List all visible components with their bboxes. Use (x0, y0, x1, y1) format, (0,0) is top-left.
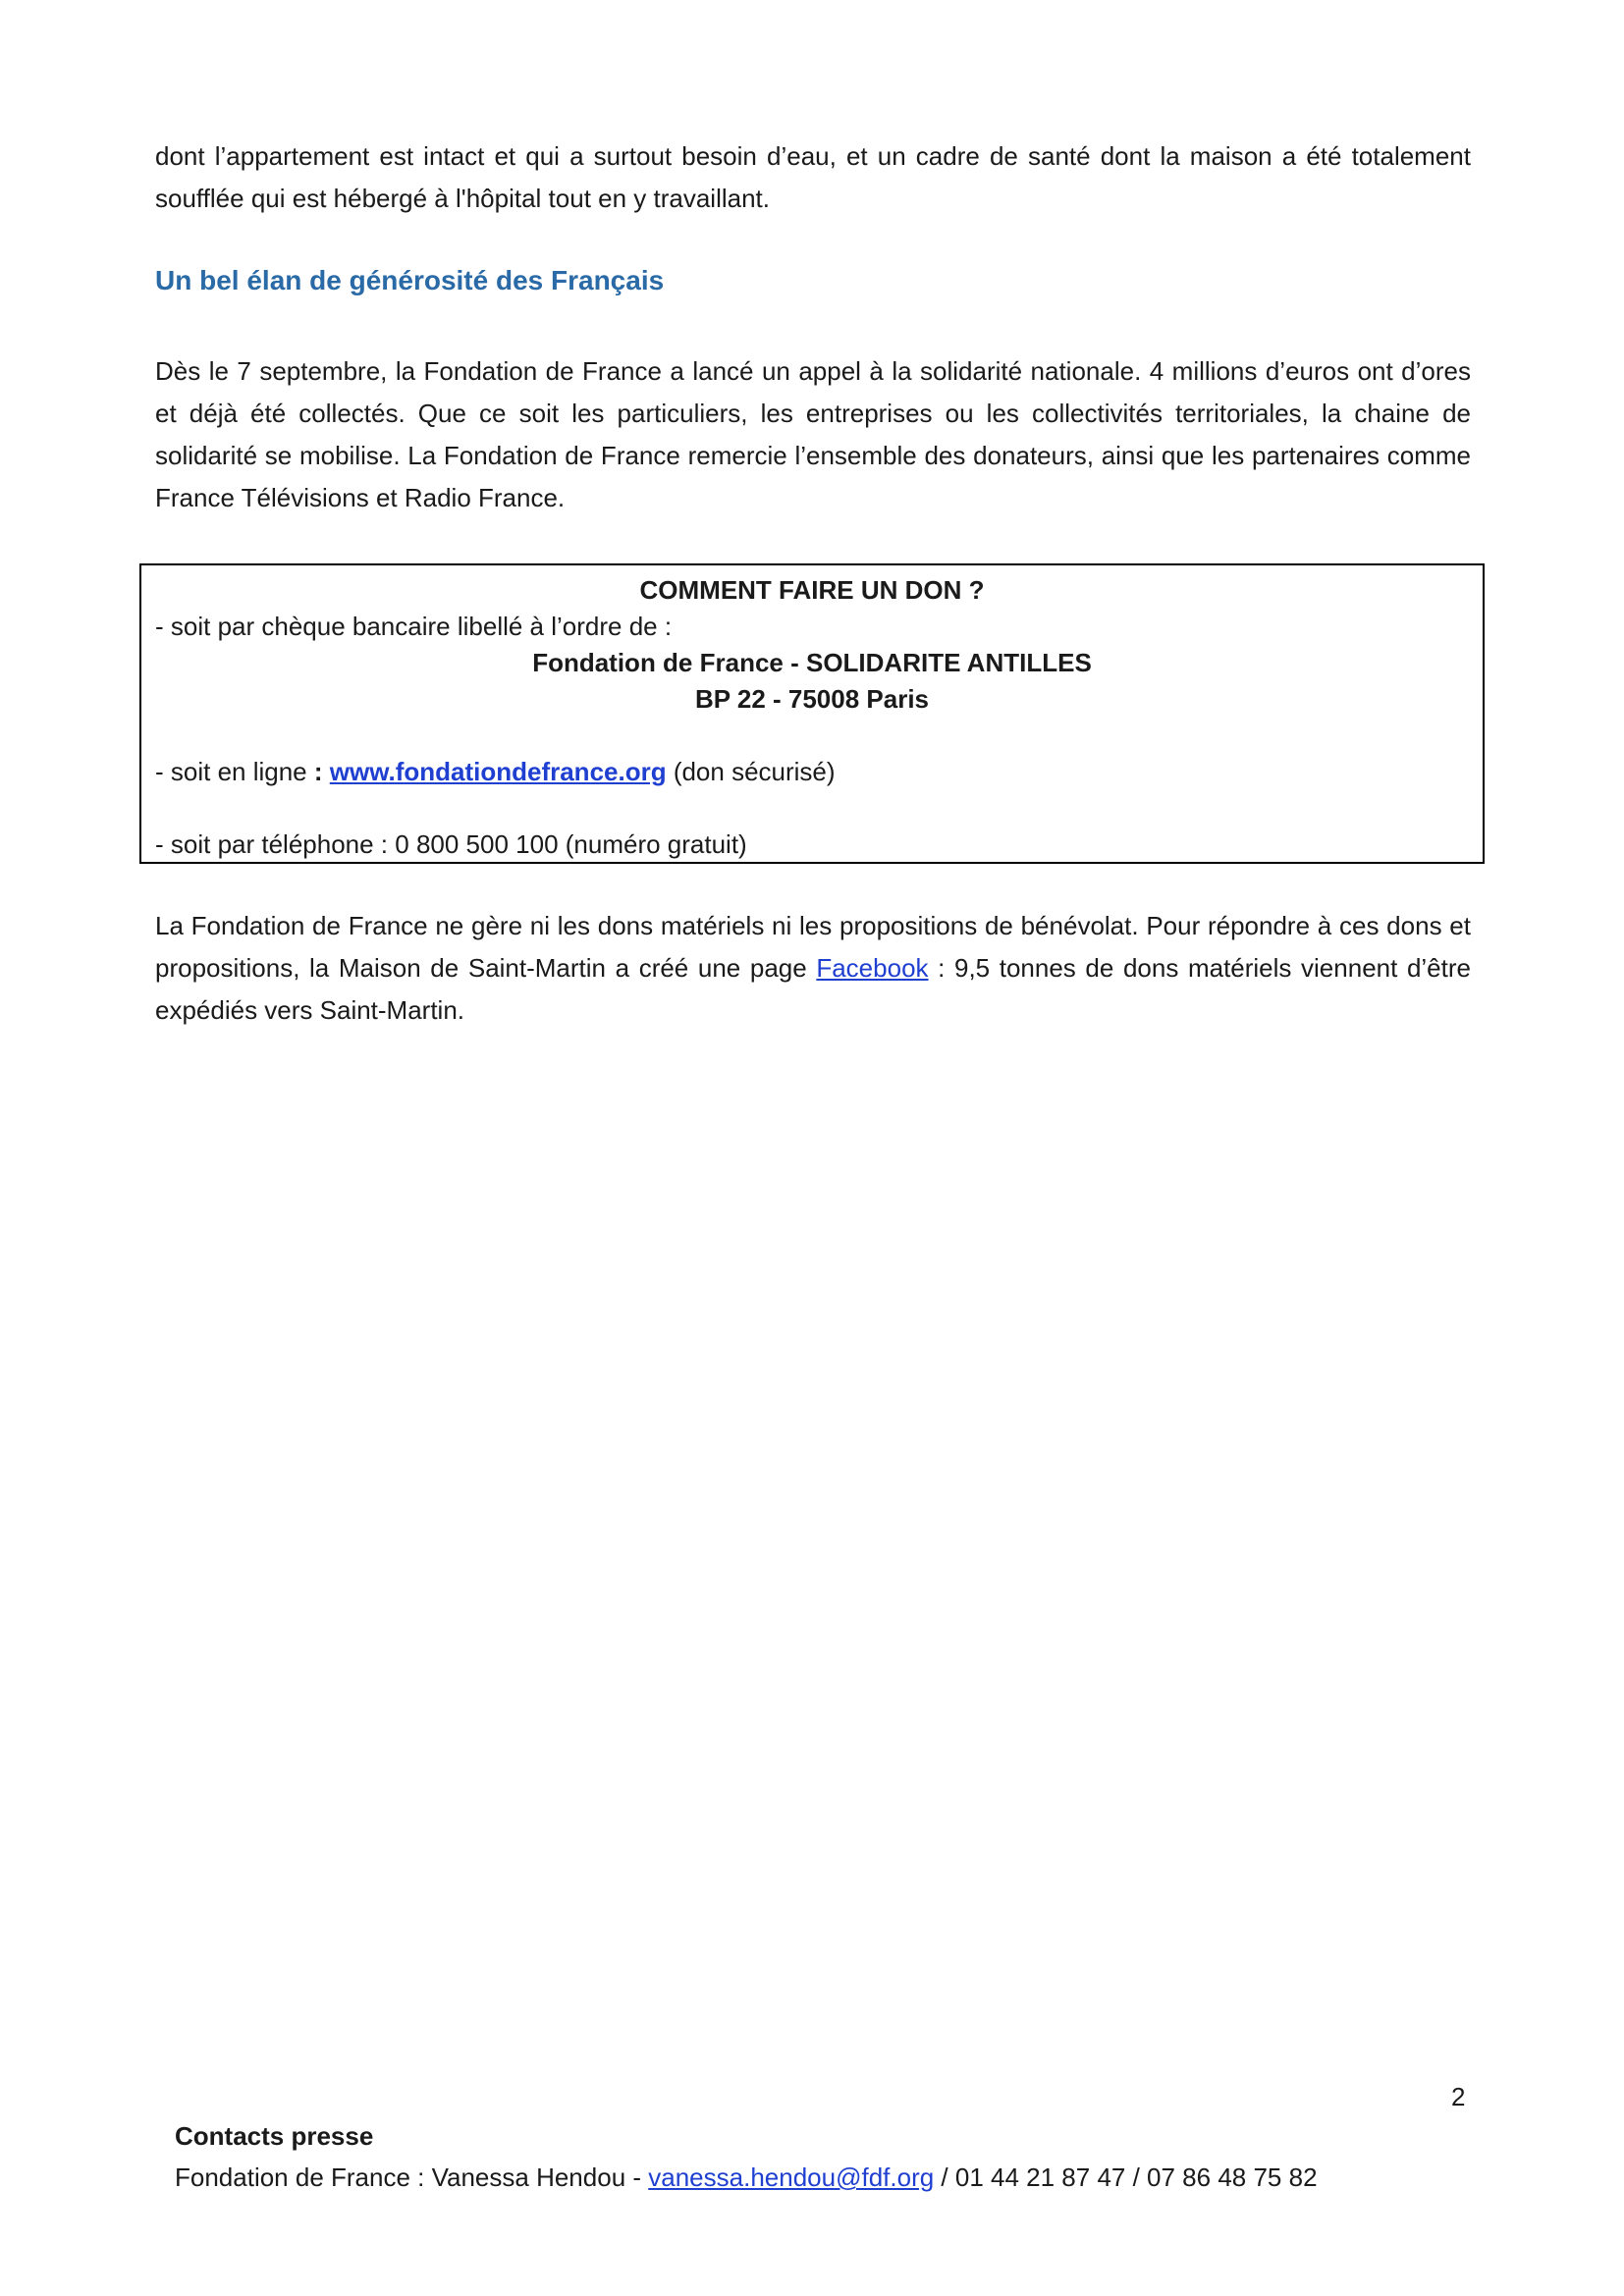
closing-text-before-link: La Fondation de France ne gère ni les dons matériels ni les propositions de bénévolat. Pour répondre à ces dons et propositions, la Maison de Saint-Martin a créé une page (155, 911, 1471, 983)
donation-website-link[interactable]: www.fondationdefrance.org (329, 757, 667, 786)
contact-phones: / 01 44 21 87 47 / 07 86 48 75 82 (934, 2163, 1318, 2192)
facebook-link[interactable]: Facebook (816, 953, 929, 983)
online-colon: : (313, 757, 330, 786)
intro-paragraph: dont l’appartement est intact et qui a surtout besoin d’eau, et un cadre de santé dont la maison a été totalement soufflée qui est hébergé à l'hôpital tout en y travaillant. (155, 141, 1471, 213)
phone-donation-line: - soit par téléphone : 0 800 500 100 (numéro gratuit) (155, 829, 747, 859)
online-suffix: (don sécurisé) (666, 757, 836, 786)
online-donation-line (155, 754, 1469, 790)
donation-box (139, 563, 1485, 864)
page-number: 2 (1451, 2082, 1466, 2111)
contact-prefix: Fondation de France : Vanessa Hendou - (175, 2163, 649, 2192)
section-heading: Un bel élan de générosité des Français (155, 265, 665, 295)
cheque-payee: Fondation de France - SOLIDARITE ANTILLES (532, 648, 1092, 677)
press-contacts-title: Contacts presse (175, 2121, 374, 2151)
cheque-address: BP 22 - 75008 Paris (694, 684, 930, 714)
closing-paragraph (155, 905, 1471, 1032)
closing-text-after-link: : 9,5 tonnes de dons matériels viennent d’être expédiés vers Saint-Martin. (155, 953, 1471, 1025)
online-prefix: - soit en ligne (155, 757, 314, 786)
donation-box-title: COMMENT FAIRE UN DON ? (639, 575, 985, 605)
press-contact-line (175, 2160, 1318, 2195)
contact-email-link[interactable]: vanessa.hendou@fdf.org (648, 2163, 935, 2192)
generosity-paragraph: Dès le 7 septembre, la Fondation de France a lancé un appel à la solidarité nationale. 4 millions d’euros ont d’ores et déjà été collectés. Que ce soit les particuliers, les entreprises ou les collectivités territoriales, la chaine de solidarité se mobilise. La Fondation de France remercie l’ensemble des donateurs, ainsi que les partenaires comme France Télévisions et Radio France. (155, 356, 1471, 512)
cheque-intro: - soit par chèque bancaire libellé à l’ordre de : (155, 612, 673, 641)
